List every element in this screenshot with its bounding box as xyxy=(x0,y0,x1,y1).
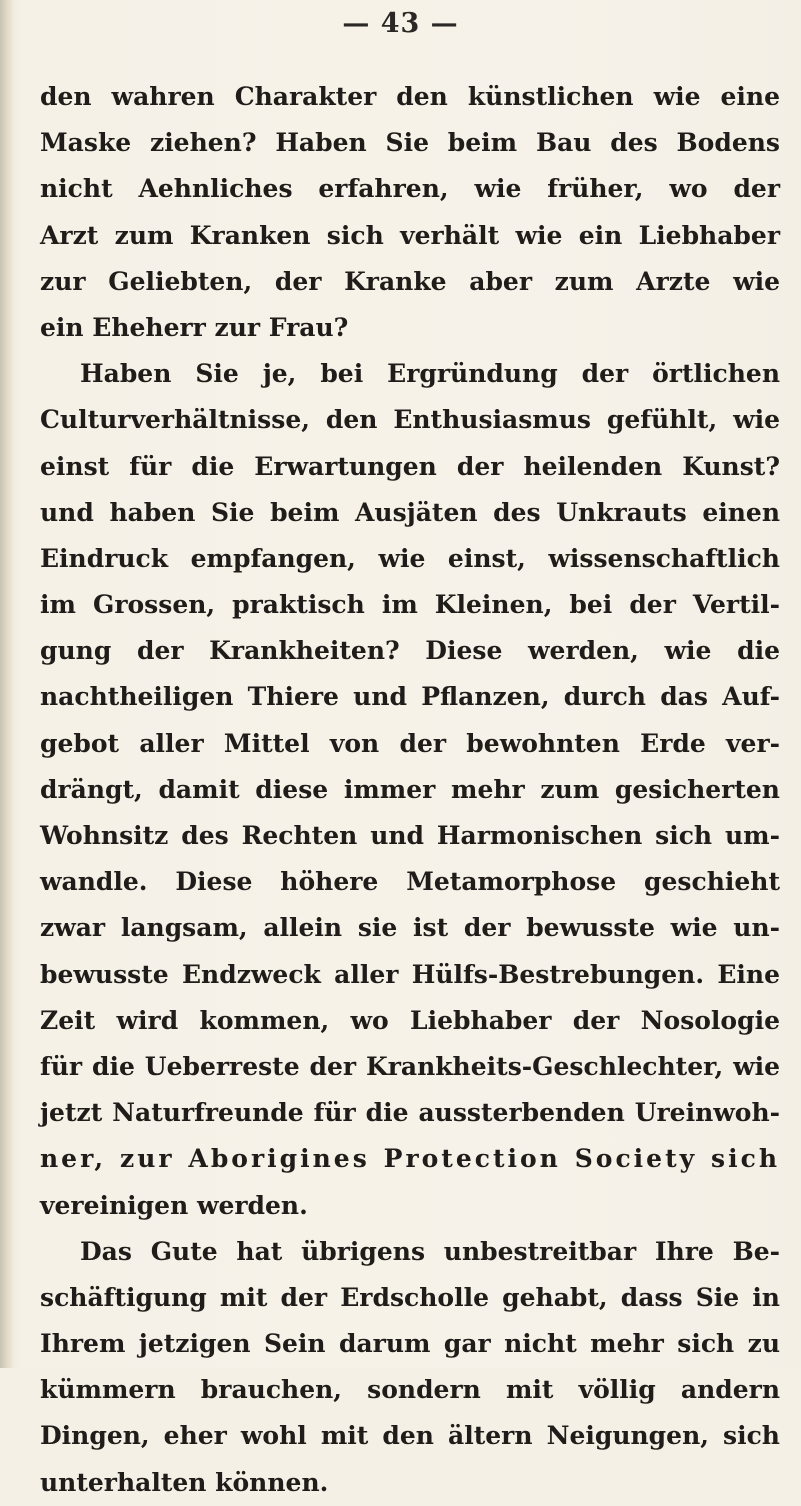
binding-gutter xyxy=(0,0,14,1368)
page-number: — 43 — xyxy=(342,8,459,39)
text-line: und haben Sie beim Ausjäten des Unkrauts einen xyxy=(40,497,780,527)
text-line: einst für die Erwartungen der heilenden Kunst? xyxy=(40,451,780,481)
text-line: bewusste Endzweck aller Hülfs-Bestrebungen. Eine xyxy=(40,959,780,989)
text-line: gebot aller Mittel von der bewohnten Erde ver- xyxy=(40,728,780,758)
text-line: zwar langsam, allein sie ist der bewusste wie un- xyxy=(40,913,780,943)
text-line: schäftigung mit der Erdscholle gehabt, dass Sie in xyxy=(40,1282,780,1312)
body-text xyxy=(40,74,780,1506)
text-line: Wohnsitz des Rechten und Harmonischen sich um- xyxy=(40,821,780,850)
text-line: Culturverhältnisse, den Enthusiasmus gefühlt, wie xyxy=(40,405,780,435)
text-line: Eindruck empfangen, wie einst, wissenschaftlich xyxy=(40,543,780,573)
text-line: Dingen, eher wohl mit den ältern Neigungen, sich xyxy=(40,1421,780,1451)
text-line: den wahren Charakter den künstlichen wie eine xyxy=(40,82,780,111)
text-line: kümmern brauchen, sondern mit völlig andern xyxy=(40,1375,780,1405)
text-line: drängt, damit diese immer mehr zum gesicherten xyxy=(40,774,780,804)
text-line: ein Eheherr zur Frau? xyxy=(40,312,349,342)
text-line: im Grossen, praktisch im Kleinen, bei der Vertil- xyxy=(40,590,780,620)
text-line: nachtheiligen Thiere und Pflanzen, durch das Auf- xyxy=(40,682,780,712)
text-line: gung der Krankheiten? Diese werden, wie die xyxy=(40,636,780,666)
text-line: vereinigen werden. xyxy=(40,1190,308,1220)
text-line: ner, zur Aborigines Protection Society sich xyxy=(40,1144,780,1174)
text-line: wandle. Diese höhere Metamorphose geschieht xyxy=(40,867,780,897)
paragraph-start-line: Haben Sie je, bei Ergründung der örtlichen xyxy=(80,359,780,389)
text-line: Arzt zum Kranken sich verhält wie ein Liebhaber xyxy=(40,220,780,250)
text-line: für die Ueberreste der Krankheits-Geschlechter, wie xyxy=(40,1051,780,1081)
text-line: Zeit wird kommen, wo Liebhaber der Nosologie xyxy=(40,1005,780,1035)
text-line: jetzt Naturfreunde für die aussterbenden Ureinwoh- xyxy=(40,1098,780,1128)
text-line: Maske ziehen? Haben Sie beim Bau des Bodens xyxy=(40,128,780,158)
text-line: unterhalten können. xyxy=(40,1467,329,1497)
text-line: Ihrem jetzigen Sein darum gar nicht mehr sich zu xyxy=(40,1329,780,1359)
paragraph-start-line: Das Gute hat übrigens unbestreitbar Ihre Be- xyxy=(80,1236,780,1266)
text-line: nicht Aehnliches erfahren, wie früher, wo der xyxy=(40,174,780,204)
text-line: zur Geliebten, der Kranke aber zum Arzte wie xyxy=(40,266,780,296)
